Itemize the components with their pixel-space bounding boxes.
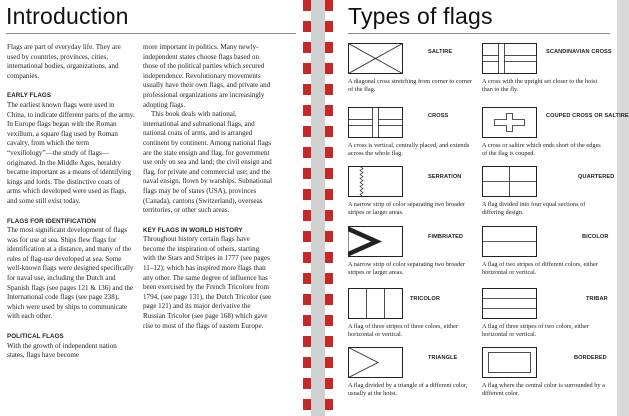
tribar-flag-icon (482, 288, 542, 320)
flag-description: A flag of two stripes of different colors, either horizontal or vertical. (482, 261, 598, 276)
flag-description: A cross or saltire which ends short of the edges of the flag is couped. (482, 142, 601, 157)
flag-name: SERRATION (428, 174, 462, 180)
text-column-2 (143, 43, 273, 331)
page-title: Types of flags (348, 3, 493, 29)
flag-type-tricolor (348, 288, 476, 346)
intro-paragraph: Flags are part of everyday life. They are used by countries, provinces, cities, international bodies, organizations, and companies. (7, 43, 121, 80)
cross-flag-icon (348, 107, 408, 139)
flag-type-scandinavian-cross (482, 43, 610, 101)
flag-type-saltire (348, 43, 476, 101)
quartered-flag-icon (482, 166, 542, 198)
flag-description: A flag of three stripes of three colors, either horizontal or vertical. (348, 323, 458, 338)
flag-type-triangle (348, 347, 476, 405)
fimbriated-flag-icon (348, 226, 408, 258)
flag-type-tribar (482, 288, 610, 346)
political-flags-paragraph: With the growth of independent nation states, flags have become (7, 341, 117, 360)
flag-name: COUPED CROSS OR SALTIRE (546, 113, 629, 119)
flag-name: TRICOLOR (410, 296, 441, 302)
flag-description: A cross is vertical, centrally placed, and extends across the whole flag. (348, 142, 470, 157)
early-flags-heading: EARLY FLAGS (7, 92, 52, 100)
identification-heading: FLAGS FOR IDENTIFICATION (7, 217, 96, 225)
flag-type-fimbriated (348, 226, 476, 284)
book-gutter (311, 0, 325, 416)
flag-type-bicolor (482, 226, 610, 284)
flag-description: A narrow strip of color separating two broader stripes or larger areas. (348, 201, 465, 216)
flag-description: A cross with the upright set closer to the hoist than to the fly. (482, 78, 598, 93)
flag-name: BICOLOR (582, 234, 609, 240)
key-flags-heading: KEY FLAGS IN WORLD HISTORY (143, 226, 243, 234)
flag-name: QUARTERED (578, 174, 615, 180)
flag-name: SCANDINAVIAN CROSS (546, 49, 612, 55)
page-title: Introduction (6, 3, 129, 29)
early-flags-paragraph: The earliest known flags were used in China, to indicate different parts of the army. In Europe flags began with the Roman vexillum, a square flag used by Roman cavalry, from which the term “vexillology”—the study of flags—originated. In the Middle Ages, heraldry became important as a means of identifying kings and lords. The distinctive coats of arms which developed were used as flags, and some still exist today. (7, 100, 135, 205)
right-edge-stripe (325, 0, 333, 416)
flag-description: A flag of three stripes of two colors, either horizontal or vertical. (482, 323, 589, 338)
flag-description: A diagonal cross stretching from corner to corner of the flag. (348, 78, 472, 93)
flag-description: A narrow strip of color separating two broader stripes or larger areas. (348, 261, 465, 276)
text-column-1 (7, 43, 135, 361)
flag-description: A flag divided by a triangle of a different color, usually at the hoist. (348, 382, 468, 397)
couped-cross-flag-icon (482, 107, 542, 139)
saltire-flag-icon (348, 43, 408, 75)
identification-paragraph: The most significant development of flags was for use at sea. Ships flew flags for identification at a distance, and many of the rules of flag-use developed at sea. Some well-known flags were designed specifically for naval use, including the Dutch and Spanish flags (see pages 121 & 136) and the International code flags (see page 238), which were used by ships to communicate with each other. (7, 226, 134, 321)
political-flags-heading: POLITICAL FLAGS (7, 333, 64, 341)
title-rule (348, 33, 610, 34)
flag-type-serration (348, 166, 476, 224)
bicolor-flag-icon (482, 226, 542, 258)
left-page (0, 0, 303, 416)
flag-name: SALTIRE (428, 49, 453, 55)
key-flags-paragraph: Throughout history certain flags have become the inspiration of others, starting with the Stars and Stripes in 1777 (see pages 11–12); which has inspired more flags than any other. The same degree of influence has been exercised by the French Tricolore from 1794, (see page 131), the Dutch Tricolor (see page 121) and its major derivative the Russian Tricolor (see page 168) which gave rise to most of the flags of eastern Europe. (143, 235, 272, 330)
flag-type-quartered (482, 166, 615, 224)
left-edge-stripe (303, 0, 311, 416)
flag-description: A flag divided into four equal sections of differing design. (482, 201, 586, 216)
flag-type-couped-cross (482, 107, 629, 165)
flag-type-cross (348, 107, 476, 165)
flag-name: FIMBRIATED (428, 234, 464, 240)
flag-type-bordered (482, 347, 610, 405)
politics-paragraph: more important in politics. Many newly-independent states choose flags based on those of the political parties which secured independence. Revolutionary movements usually have their own flags, and private and professional organizations are increasingly adopting flags. (143, 43, 271, 109)
serration-flag-icon (348, 166, 408, 198)
flag-description: A flag where the central color is surrounded by a different color. (482, 382, 605, 397)
flag-name: CROSS (428, 113, 449, 119)
scandinavian-cross-flag-icon (482, 43, 542, 75)
tricolor-flag-icon (348, 288, 408, 320)
flag-name: BORDERED (574, 355, 607, 361)
flag-name: TRIANGLE (428, 355, 458, 361)
title-rule (6, 33, 296, 34)
book-scope-paragraph: This book deals with national, international and subnational flags, and national coats of arms, and is arranged continent by continent. Among national flags are the state ensign and flag, for government use only on sea and land; the civil ensign and flag, for private and commercial use; and the naval ensign, flown by warships. Subnational flags may be of states (USA), provinces (Canada), cantons (Switzerland), overseas territories, or other such areas. (143, 110, 273, 215)
right-page (333, 0, 629, 416)
triangle-flag-icon (348, 347, 408, 379)
flag-name: TRIBAR (586, 296, 608, 302)
bordered-flag-icon (482, 347, 542, 379)
